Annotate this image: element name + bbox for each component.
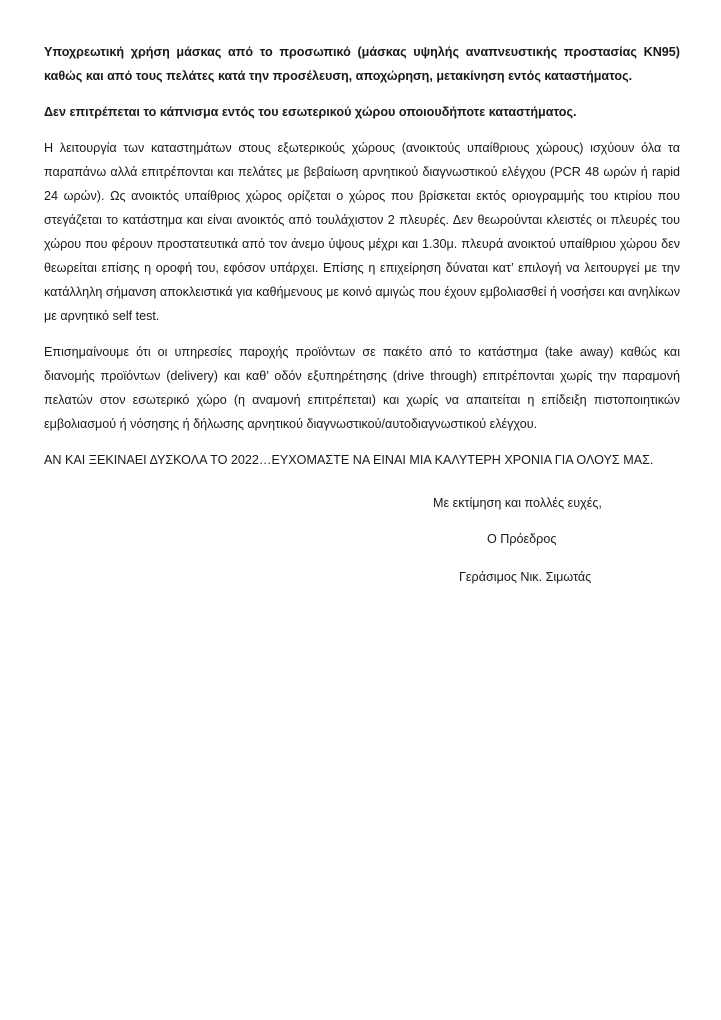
signature-name: Γεράσιμος Νικ. Σιμωτάς [459,570,592,584]
paragraph-mask-requirement: Υποχρεωτική χρήση μάσκας από το προσωπικό (μάσκας υψηλής αναπνευστικής προστασίας KN95) καθώς και από τους πελάτες κατά την προσέλευση, αποχώρηση, μετακίνηση εντός καταστήματος. [44,45,680,83]
signature-role: Ο Πρόεδρος [487,532,557,546]
closing-wishes: ΑΝ ΚΑΙ ΞΕΚΙΝΑΕΙ ΔΥΣΚΟΛΑ ΤΟ 2022…ΕΥΧΟΜΑΣΤΕ ΝΑ ΕΙΝΑΙ ΜΙΑ ΚΑΛΥΤΕΡΗ ΧΡΟΝΙΑ ΓΙΑ ΟΛΟΥΣ ΜΑΣ. [44,453,654,467]
paragraph-outdoor-operation: Η λειτουργία των καταστημάτων στους εξωτερικούς χώρους (ανοικτούς υπαίθριους χώρους) ισχύουν όλα τα παραπάνω αλλά επιτρέπονται και πελάτες με βεβαίωση αρνητικού διαγνωστικού ελέγχου (PCR 48 ωρών ή rapid 24 ωρών). Ως ανοικτός υπαίθριος χώρος ορίζεται ο χώρος που βρίσκεται εκτός οριογραμμής του κτιρίου που στεγάζεται το κατάστημα και είναι ανοικτός από τουλάχιστον 2 πλευρές. Δεν θεωρούνται κλειστές οι πλευρές του χώρου που φέρουν προστατευτικά από τον άνεμο ύψους μέχρι και 1.30μ. πλευρά ανοικτού υπαίθριου χώρου δεν θεωρείται επίσης η οροφή του, εφόσον υπάρχει. Επίσης η επιχείρηση δύναται κατ’ επιλογή να λειτουργεί με την κατάλληλη σήμανση αποκλειστικά για καθήμενους με κοινό αμιγώς που έχουν εμβολιασθεί ή νοσήσει και ανηλίκων με αρνητικό self test. [44,141,680,323]
paragraph-no-smoking: Δεν επιτρέπεται το κάπνισμα εντός του εσωτερικού χώρου οποιουδήποτε καταστήματος. [44,105,577,119]
paragraph-takeaway-delivery: Επισημαίνουμε ότι οι υπηρεσίες παροχής προϊόντων σε πακέτο από το κατάστημα (take away) καθώς και διανομής προϊόντων (delivery) και καθ’ οδόν εξυπηρέτησης (drive through) επιτρέπονται χωρίς την παραμονή πελατών στον εσωτερικό χώρο (η αναμονή επιτρέπεται) και χωρίς να απαιτείται η επίδειξη πιστοποιητικών εμβολιασμού ή νόσησης ή δήλωσης αρνητικού διαγνωστικού/αυτοδιαγνωστικού ελέγχου. [44,345,680,431]
signature-greeting: Με εκτίμηση και πολλές ευχές, [433,496,602,510]
